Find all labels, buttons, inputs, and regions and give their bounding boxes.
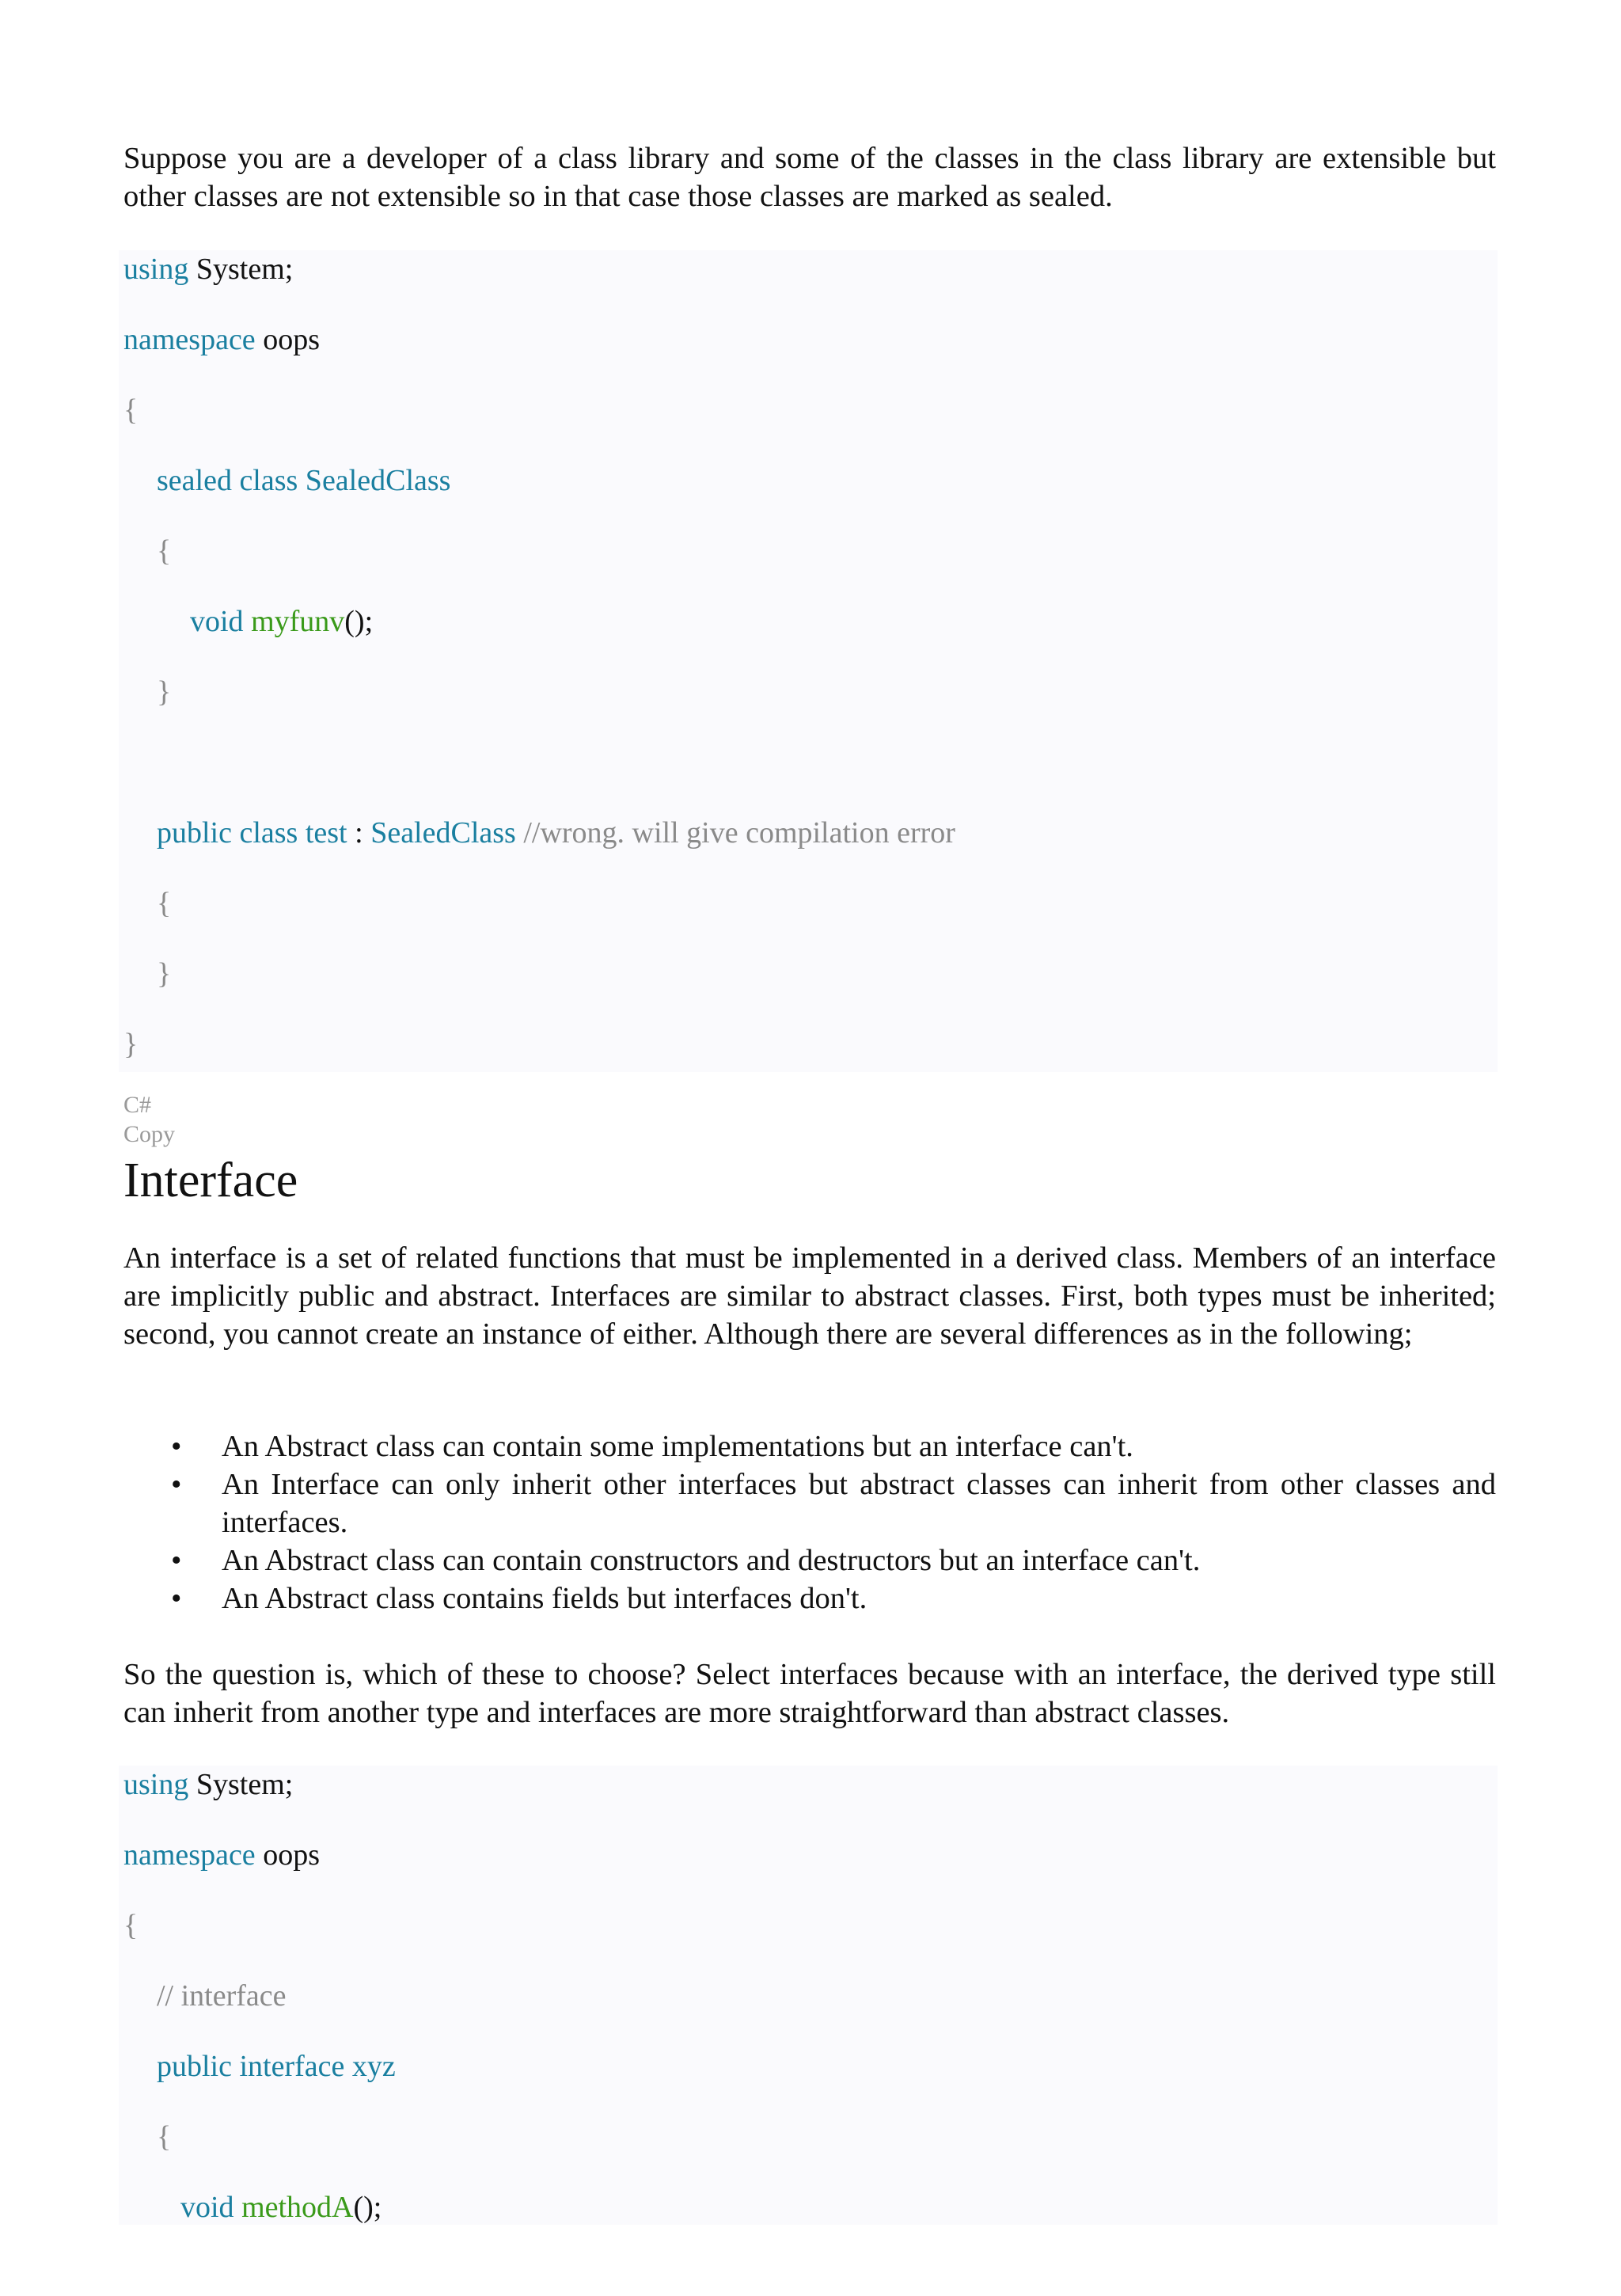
- code-line-brace: }: [157, 957, 172, 990]
- section-heading-interface: Interface: [123, 1154, 298, 1207]
- punctuation: :: [355, 816, 363, 850]
- list-item: [123, 1427, 1496, 1465]
- code-line-brace: {: [157, 2120, 172, 2153]
- list-item-text: An Abstract class contains fields but interfaces don't.: [222, 1582, 867, 1615]
- keyword: namespace: [123, 1838, 256, 1872]
- base-class-name: SealedClass: [370, 816, 516, 850]
- code-line-method: [190, 603, 373, 641]
- identifier: oops: [263, 1838, 320, 1872]
- identifier: oops: [263, 323, 320, 356]
- code-language-label: C#: [123, 1092, 152, 1118]
- method-name: methodA: [241, 2191, 354, 2224]
- code-block-sealed: [119, 250, 1498, 1072]
- code-line-sealed-class: sealed class SealedClass: [157, 464, 451, 497]
- punctuation: ();: [353, 2191, 382, 2224]
- keyword: using: [123, 253, 189, 286]
- list-item: [123, 1465, 1496, 1541]
- list-item-text: An Interface can only inherit other interfaces but abstract classes can inherit from other classes and interfaces.: [222, 1468, 1496, 1539]
- punctuation: ();: [344, 605, 374, 638]
- code-line-brace: }: [157, 675, 172, 709]
- code-line-namespace: [123, 321, 320, 359]
- bullet-icon: •: [171, 1468, 182, 1501]
- keyword: void: [190, 605, 244, 638]
- keyword: void: [180, 2191, 234, 2224]
- code-line-brace: {: [123, 1909, 139, 1942]
- code-comment: // interface: [157, 1979, 287, 2013]
- bullet-icon: •: [171, 1430, 182, 1463]
- code-line-test-class: [157, 814, 955, 852]
- interface-paragraph: An interface is a set of related functions that must be implemented in a derived class. Members of an interface are implicitly public and abstract. Interfaces are similar to abstract classes. First, both types must be inherited; second, you cannot create an instance of either. Although there are several differences as in the following;: [123, 1241, 1496, 1351]
- question-paragraph: So the question is, which of these to choose? Select interfaces because with an interface, the derived type still can inherit from another type and interfaces are more straightforward than abstract classes.: [123, 1658, 1496, 1729]
- method-name: myfunv: [251, 605, 345, 638]
- keyword: namespace: [123, 323, 256, 356]
- code-block-interface: [119, 1766, 1498, 2225]
- list-item-text: An Abstract class can contain constructors and destructors but an interface can't.: [222, 1544, 1201, 1577]
- code-line-using: [123, 1766, 293, 1804]
- list-item: [123, 1579, 1496, 1617]
- intro-paragraph: Suppose you are a developer of a class library and some of the classes in the class library are extensible but other classes are not extensible so in that case those classes are marked as sealed.: [123, 142, 1496, 213]
- code-comment: //wrong. will give compilation error: [523, 816, 955, 850]
- list-item-text: An Abstract class can contain some implementations but an interface can't.: [222, 1430, 1133, 1463]
- code-line-brace: {: [157, 887, 172, 920]
- keyword: using: [123, 1768, 189, 1801]
- keyword: public class test: [157, 816, 347, 850]
- code-line-brace: {: [123, 393, 139, 427]
- code-line-namespace: [123, 1836, 320, 1874]
- code-line-brace: {: [157, 534, 172, 568]
- code-line-using: [123, 250, 293, 288]
- copy-button[interactable]: Copy: [123, 1121, 176, 1147]
- bullet-icon: •: [171, 1544, 182, 1577]
- code-line-interface: public interface xyz: [157, 2050, 396, 2083]
- differences-list: [123, 1427, 1496, 1617]
- code-line-brace: }: [123, 1028, 139, 1061]
- list-item: [123, 1541, 1496, 1579]
- code-line-method: [180, 2188, 382, 2226]
- identifier: System;: [196, 1768, 294, 1801]
- bullet-icon: •: [171, 1582, 182, 1615]
- identifier: System;: [196, 253, 294, 286]
